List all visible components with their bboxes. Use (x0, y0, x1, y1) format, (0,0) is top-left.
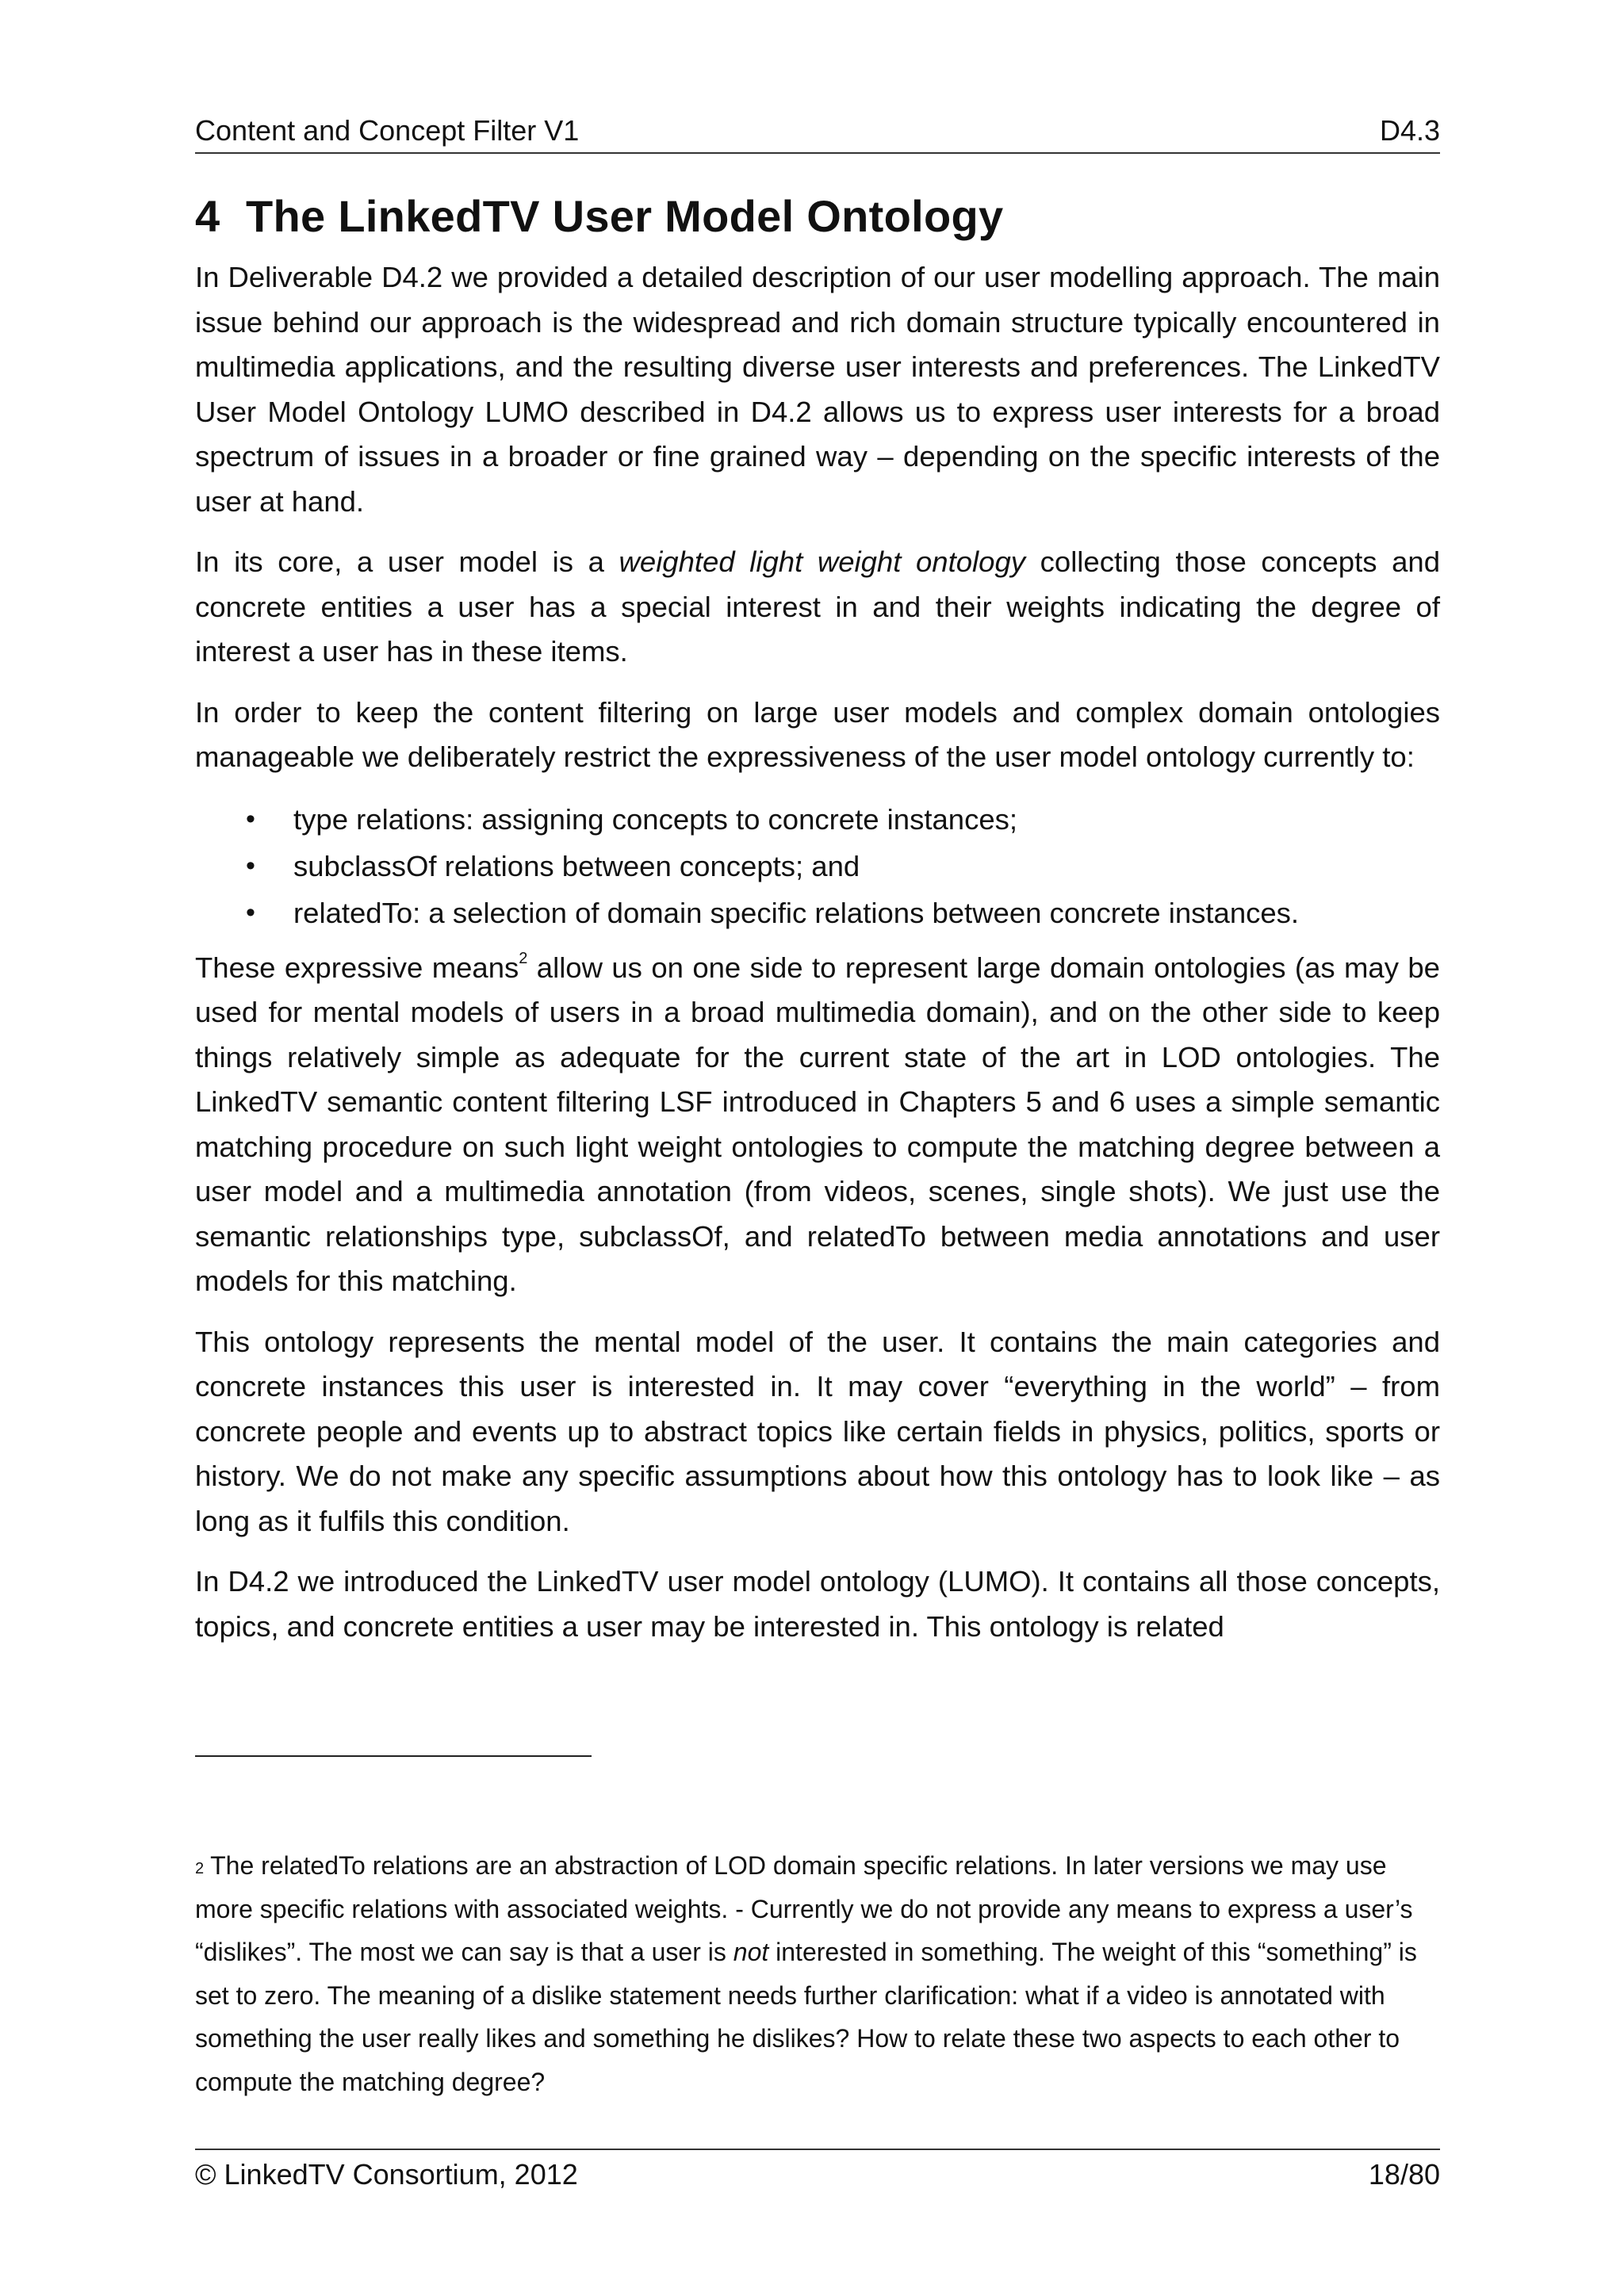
list-item-text: subclassOf relations between concepts; and (293, 849, 860, 882)
footnote (195, 1844, 1440, 2103)
paragraph-3: In order to keep the content filtering on large user models and complex domain ontologies manageable we deliberately restrict the expressiveness of the user model ontology currently to: (195, 695, 1440, 773)
paragraph-2-after: collecting those concepts and concrete entities a user has a special interest in and their weights indicating the degree of interest a user has in these items. (195, 545, 1440, 668)
header-title: Content and Concept Filter V1 (195, 114, 580, 147)
bullet-icon: • (246, 850, 255, 881)
footnote-text-before: The relatedTo relations are an abstraction of LOD domain specific relations. In later versions we may use more specific relations with associated weights. - Currently we do not provide any means to express a user’s “dislikes”. The most we can say is that a user is (195, 1851, 1413, 1966)
list-item (195, 843, 1440, 890)
paragraph-1: In Deliverable D4.2 we provided a detailed description of our user modelling approach. The main issue behind our approach is the widespread and rich domain structure typically encountered in multimedia applications, and the resulting diverse user interests and preferences. The LinkedTV User Model Ontology LUMO described in D4.2 allows us to express user interests for a broad spectrum of issues in a broader or fine grained way – depending on the specific interests of the user at hand. (195, 261, 1440, 518)
paragraph-4 (195, 946, 1440, 1304)
footnote-reference[interactable]: 2 (519, 949, 528, 967)
paragraph-2-before: In its core, a user model is a (195, 545, 619, 578)
footnote-emphasis: not (733, 1938, 769, 1966)
list-item-text: type relations: assigning concepts to concrete instances; (293, 802, 1018, 836)
list-item-text: relatedTo: a selection of domain specific relations between concrete instances. (293, 896, 1300, 929)
footnote-separator (195, 1755, 592, 1757)
paragraph-5: This ontology represents the mental model of the user. It contains the main categories and concrete instances this user is interested in. It may cover “everything in the world” – from concrete people and events up to abstract topics like certain fields in physics, politics, sports or history. We do not make any specific assumptions about how this ontology has to look like – as long as it fulfils this condition. (195, 1325, 1440, 1537)
paragraph-2 (195, 540, 1440, 675)
bullet-list (195, 796, 1440, 936)
page-footer (195, 2149, 1440, 2201)
paragraph-6: In D4.2 we introduced the LinkedTV user model ontology (LUMO). It contains all those concepts, topics, and concrete entities a user may be interested in. This ontology is related (195, 1565, 1440, 1643)
footnote-marker: 2 (195, 1860, 205, 1877)
list-item (195, 796, 1440, 843)
footnote-text-after: interested in something. The weight of this “something” is set to zero. The meaning of a dislike statement needs further clarification: what if a video is annotated with something the user really likes and something he dislikes? How to relate these two aspects to each other to compute the matching degree? (195, 1938, 1417, 2096)
bullet-icon: • (246, 803, 255, 834)
footer-copyright: © LinkedTV Consortium, 2012 (195, 2158, 578, 2191)
header-deliverable: D4.3 (1379, 114, 1440, 147)
bullet-icon: • (246, 897, 255, 928)
footer-page-number: 18/80 (1368, 2158, 1440, 2191)
section-title: The LinkedTV User Model Ontology (246, 191, 1004, 241)
list-item (195, 890, 1440, 936)
paragraph-4-before: These expressive means (195, 951, 519, 984)
page-header (195, 109, 1440, 154)
paragraph-4-after: allow us on one side to represent large domain ontologies (as may be used for mental models of users in a broad multimedia domain), and on the other side to keep things relatively simple as adequate for the current state of the art in LOD ontologies. The LinkedTV semantic content filtering LSF introduced in Chapters 5 and 6 uses a simple semantic matching procedure on such light weight ontologies to compute the matching degree between a user model and a multimedia annotation (from videos, scenes, single shots). We just use the semantic relationships type, subclassOf, and relatedTo between media annotations and user models for this matching. (195, 951, 1440, 1297)
body-text (195, 255, 1440, 1665)
paragraph-2-emphasis: weighted light weight ontology (619, 545, 1026, 578)
section-heading (195, 190, 1003, 242)
section-number: 4 (195, 191, 220, 241)
